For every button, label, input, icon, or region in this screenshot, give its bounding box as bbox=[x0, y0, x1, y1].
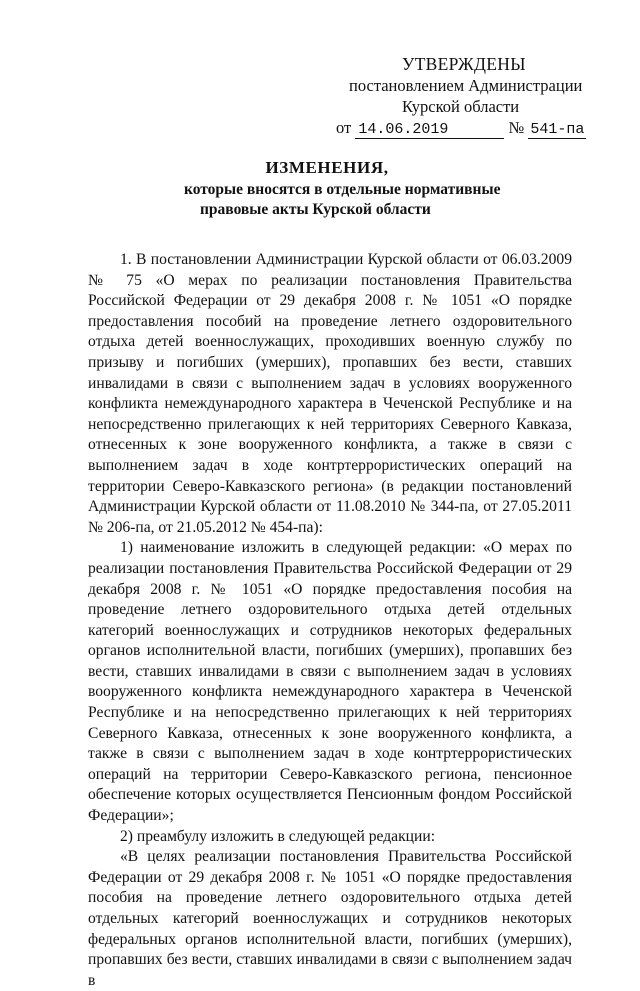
paragraph-3: 2) преамбулу изложить в следующей редакции: bbox=[120, 827, 436, 845]
approval-date: 14.06.2019 bbox=[355, 122, 504, 139]
approval-number: 541-па bbox=[530, 121, 585, 138]
document-title: ИЗМЕНЕНИЯ, bbox=[265, 158, 389, 177]
approval-date-line bbox=[336, 117, 596, 139]
number-prefix: № bbox=[508, 118, 525, 137]
paragraph-1: 1. В постановлении Администрации Курской области от 06.03.2009 № 75 «О мерах по реализации постановления Правительства Российской Федерации от 29 декабря 2008 г. № 1051 «О порядке предоставления пособий на проведение летнего оздоровительного отдыха детей военнослужащих, проходивших военную службу по призыву и погибших (умерших), пропавших без вести, ставших инвалидами в связи с выполнением задач в условиях вооруженного конфликта немеждународного характера в Чеченской Республике и на непосредственно прилегающих к ней территориях Северного Кавказа, отнесенных к зоне вооруженного конфликта, а также в связи с выполнением задач в ходе контртеррористических операций на территории Северо-Кавказского региона» (в редакции постановлений Администрации Курской области от 11.08.2010 № 344-па, от 27.05.2011 № 206-па, от 21.05.2012 № 454-па): bbox=[88, 251, 572, 536]
document-subtitle-line-1: которые вносятся в отдельные нормативные bbox=[184, 181, 501, 198]
approval-authority: постановлением Администрации bbox=[349, 76, 583, 95]
paragraph-2: 1) наименование изложить в следующей редакции: «О мерах по реализации постановления Правительства Российской Федерации от 29 декабря 2008 г. № 1051 «О порядке предоставления пособия на проведение летнего оздоровительного отдыха детей отдельных категорий военнослужащих и сотрудников некоторых федеральных органов исполнительной власти, погибших (умерших), пропавших без вести, ставших инвалидами в связи с выполнением задач в условиях вооруженного конфликта немеждународного характера в Чеченской Республике и на непосредственно прилегающих к ней территориях Северного Кавказа, отнесенных к зоне вооруженного конфликта, а также в связи с выполнением задач в ходе контртеррористических операций на территории Северо-Кавказского региона, пенсионное обеспечение которых осуществляется Пенсионным фондом Российской Федерации»; bbox=[88, 539, 572, 825]
document-body bbox=[88, 250, 572, 991]
approval-region: Курской области bbox=[402, 97, 520, 116]
document-heading bbox=[100, 158, 540, 220]
approval-title: УТВЕРЖДЕНЫ bbox=[402, 54, 526, 74]
date-prefix: от bbox=[336, 118, 352, 137]
paragraph-4: «В целях реализации постановления Правительства Российской Федерации от 29 декабря 2008 г. № 1051 «О порядке предоставления пособия на проведение летнего оздоровительного отдыха детей отдельных категорий военнослужащих и сотрудников некоторых федеральных органов исполнительной власти, погибших (умерших), пропавших без вести, ставших инвалидами в связи с выполнением задач в bbox=[88, 848, 572, 989]
document-subtitle-line-2: правовые акты Курской области bbox=[200, 201, 431, 218]
approval-stamp bbox=[336, 54, 596, 139]
